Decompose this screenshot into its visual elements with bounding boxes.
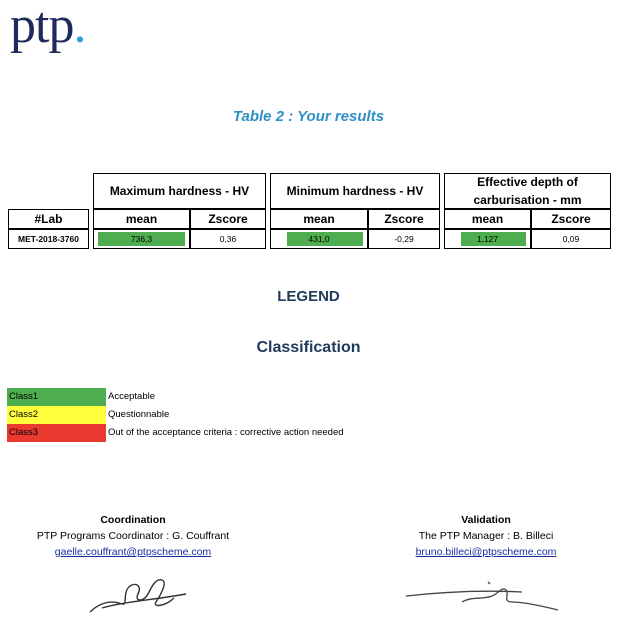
- legend-title: LEGEND: [277, 288, 340, 305]
- class2-swatch: Class2: [7, 406, 106, 424]
- value-text: 431,0: [308, 234, 330, 244]
- carburisation-mean-cell: [444, 229, 531, 249]
- coordination-block: [13, 514, 253, 558]
- classification-title: Classification: [256, 339, 361, 356]
- group-header-min-hardness: Minimum hardness - HV: [270, 173, 440, 209]
- group-header-carburisation-depth: Effective depth of carburisation - mm: [444, 173, 611, 209]
- manager-email-link[interactable]: bruno.billeci@ptpscheme.com: [415, 546, 557, 558]
- coordinator-role: PTP Programs Coordinator : G. Couffrant: [36, 530, 230, 542]
- max-hardness-mean-cell: [93, 229, 190, 249]
- results-table: [8, 173, 611, 250]
- manager-signature: [402, 576, 562, 616]
- sub-header-mean: mean: [444, 209, 531, 229]
- sub-header-zscore: Zscore: [531, 209, 611, 229]
- coordination-heading: Coordination: [100, 514, 166, 526]
- coordinator-email-link[interactable]: gaelle.couffrant@ptpscheme.com: [54, 546, 212, 558]
- logo-dot: .: [73, 0, 86, 54]
- lab-id-cell: MET-2018-3760: [8, 229, 89, 249]
- coordinator-signature: [82, 572, 192, 620]
- validation-heading: Validation: [461, 514, 511, 526]
- sub-header-mean: mean: [93, 209, 190, 229]
- lab-header: #Lab: [8, 209, 89, 229]
- sub-header-zscore: Zscore: [368, 209, 440, 229]
- min-hardness-mean-cell: [270, 229, 368, 249]
- carburisation-zscore-cell: 0,09: [531, 229, 611, 249]
- manager-role: The PTP Manager : B. Billeci: [418, 530, 554, 542]
- sub-header-mean: mean: [270, 209, 368, 229]
- ptp-logo: [10, 0, 85, 52]
- class3-swatch: Class3: [7, 424, 106, 442]
- group-header-max-hardness: Maximum hardness - HV: [93, 173, 266, 209]
- min-hardness-zscore-cell: -0,29: [368, 229, 440, 249]
- class3-description: Out of the acceptance criteria : corrective action needed: [108, 427, 344, 438]
- validation-block: [366, 514, 606, 558]
- class1-description: Acceptable: [108, 391, 156, 402]
- value-text: 736,3: [130, 234, 153, 244]
- table-title: Table 2 : Your results: [232, 108, 385, 125]
- value-text: 1,127: [476, 234, 499, 244]
- class2-description: Questionnable: [108, 409, 170, 420]
- max-hardness-zscore-cell: 0,36: [190, 229, 266, 249]
- logo-text: ptp: [10, 0, 74, 54]
- class1-swatch: Class1: [7, 388, 106, 406]
- sub-header-zscore: Zscore: [190, 209, 266, 229]
